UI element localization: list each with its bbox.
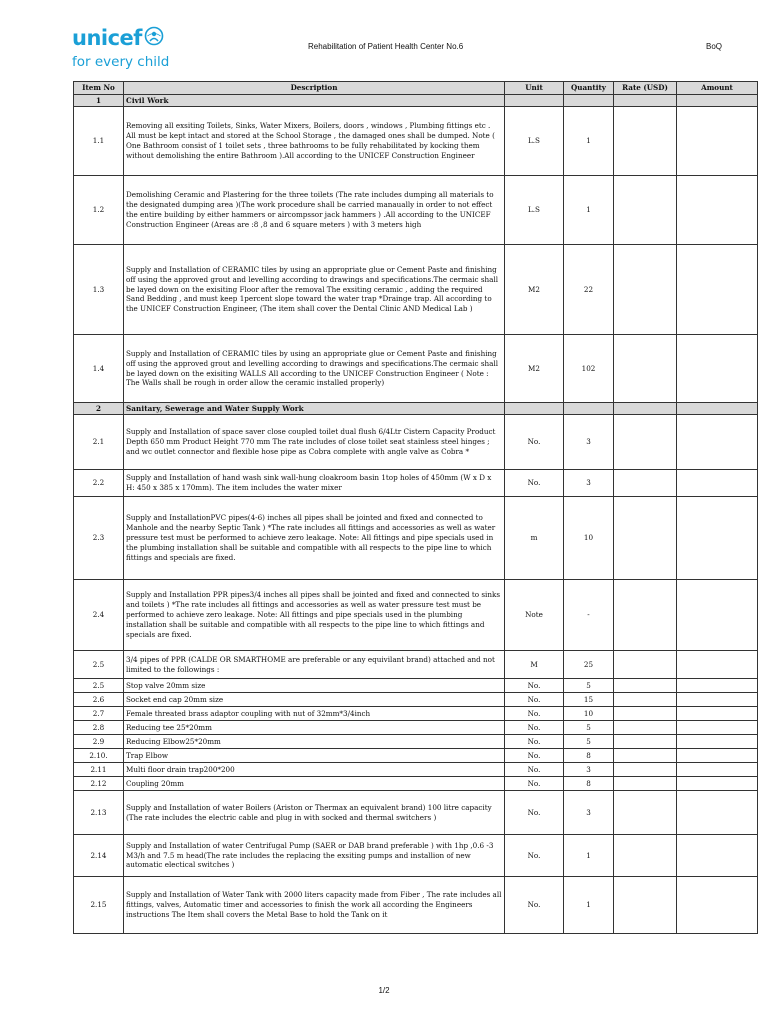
cell-unit: M (505, 651, 564, 679)
cell-quantity: 5 (564, 721, 614, 735)
cell-description: Demolishing Ceramic and Plastering for the three toilets (The rate includes dumping all materials to the designated dumping area )(The work procedure shall be carried manaually in order to not effect the entire building by either hammers or aircompssor jack hammers ) .All according to the UNICEF Construction Engineer (Areas are :8 ,8 and 6 square meters ) with 3 meters high (124, 176, 505, 245)
cell-amount (677, 679, 758, 693)
cell-rate (614, 497, 677, 580)
cell-rate (614, 176, 677, 245)
cell-quantity: 1 (564, 835, 614, 877)
cell-amount (677, 763, 758, 777)
cell-amount (677, 877, 758, 934)
cell-rate (614, 679, 677, 693)
table-row (74, 791, 758, 835)
cell-item-no: 2.3 (74, 497, 124, 580)
table-row (74, 749, 758, 763)
cell-quantity: 3 (564, 763, 614, 777)
cell-description: Reducing Elbow25*20mm (124, 735, 505, 749)
boq-table (73, 81, 758, 934)
cell-description: Civil Work (124, 95, 505, 107)
cell-unit: No. (505, 415, 564, 470)
cell-quantity: 22 (564, 245, 614, 335)
cell-unit (505, 403, 564, 415)
cell-item-no: 2.1 (74, 415, 124, 470)
table-row (74, 580, 758, 651)
column-header-description: Description (124, 82, 505, 95)
cell-rate (614, 791, 677, 835)
cell-quantity: 3 (564, 415, 614, 470)
cell-rate (614, 403, 677, 415)
cell-amount (677, 735, 758, 749)
cell-unit: No. (505, 470, 564, 497)
cell-item-no: 2.14 (74, 835, 124, 877)
cell-description: Supply and Installation of space saver close coupled toilet dual flush 6/4Ltr Cistern Capacity Product Depth 650 mm Product Height 770 mm The rate includes of close toilet seat stainless steel hinges ; and wc outlet connector and flexible hose pipe as Cobra complete with angle valve as Cobra * (124, 415, 505, 470)
table-row (74, 679, 758, 693)
cell-item-no: 2.8 (74, 721, 124, 735)
cell-unit: No. (505, 777, 564, 791)
cell-description: Sanitary, Sewerage and Water Supply Work (124, 403, 505, 415)
column-header-quantity: Quantity (564, 82, 614, 95)
cell-quantity: 8 (564, 777, 614, 791)
table-row (74, 651, 758, 679)
cell-unit: No. (505, 735, 564, 749)
cell-unit: Note (505, 580, 564, 651)
cell-unit: No. (505, 763, 564, 777)
cell-item-no: 2.11 (74, 763, 124, 777)
table-row (74, 245, 758, 335)
cell-description: Reducing tee 25*20mm (124, 721, 505, 735)
cell-description: Removing all exsiting Toilets, Sinks, Water Mixers, Boilers, doors , windows , Plumbing fittings etc . All must be kept intact and stored at the School Storage , the damaged ones shall be dumped. Note ( One Bathroom consist of 1 toilet sets , three bathrooms to be fully rehabilitated by kocking them without demolishing the entire Bathroom ).All according to the UNICEF Construction Engineer (124, 107, 505, 176)
cell-rate (614, 777, 677, 791)
cell-quantity: 1 (564, 877, 614, 934)
cell-quantity (564, 95, 614, 107)
cell-description: Supply and Installation PPR pipes3/4 inches all pipes shall be jointed and fixed and connected to sinks and toilets ) *The rate includes all fittings and accessories as well as water pressure test must be performed to achieve zero leakage. Note: All fittings and pipe specials used in the plumbing installation shall be suitable and compatible with all respects to the pipe line to which fittings and specials are fixed. (124, 580, 505, 651)
cell-rate (614, 470, 677, 497)
cell-quantity (564, 403, 614, 415)
cell-description: Coupling 20mm (124, 777, 505, 791)
cell-rate (614, 735, 677, 749)
cell-rate (614, 580, 677, 651)
cell-quantity: 102 (564, 335, 614, 403)
cell-description: Supply and Installation of CERAMIC tiles by using an appropriate glue or Cement Paste and finishing off using the approved grout and levelling according to drawings and specifications.The cermaic shall be layed down on the exisiting Floor after the removal The exsiting ceramic , adding the required Sand Bedding , and must keep 1percent slope toward the water trap *Drainge trap. All according to the UNICEF Construction Engineer, (The item shall cover the Dental Clinic AND Medical Lab ) (124, 245, 505, 335)
document-code: BoQ (706, 42, 723, 51)
column-header-item-no: Item No (74, 82, 124, 95)
cell-description: 3/4 pipes of PPR (CALDE OR SMARTHOME are preferable or any equivilant brand) attached and not limited to the followings : (124, 651, 505, 679)
cell-description: Supply and Installation of Water Tank with 2000 liters capacity made from Fiber , The rate includes all fittings, valves, Automatic timer and accessories to finish the work all according the Engineers instructions The Item shall covers the Metal Base to hold the Tank on it (124, 877, 505, 934)
cell-rate (614, 721, 677, 735)
cell-rate (614, 335, 677, 403)
cell-item-no: 1 (74, 95, 124, 107)
unicef-logo (72, 26, 182, 70)
cell-amount (677, 693, 758, 707)
cell-item-no: 2.15 (74, 877, 124, 934)
cell-unit: L.S (505, 107, 564, 176)
table-row (74, 877, 758, 934)
cell-unit: L.S (505, 176, 564, 245)
cell-rate (614, 651, 677, 679)
table-row (74, 693, 758, 707)
cell-rate (614, 763, 677, 777)
cell-rate (614, 707, 677, 721)
cell-item-no: 2.12 (74, 777, 124, 791)
column-header-unit: Unit (505, 82, 564, 95)
cell-amount (677, 791, 758, 835)
cell-rate (614, 693, 677, 707)
cell-rate (614, 245, 677, 335)
cell-quantity: 5 (564, 735, 614, 749)
cell-description: Socket end cap 20mm size (124, 693, 505, 707)
cell-item-no: 2.13 (74, 791, 124, 835)
table-row (74, 470, 758, 497)
document-title: Rehabilitation of Patient Health Center No.6 (308, 42, 464, 51)
column-header-rate: Rate (USD) (614, 82, 677, 95)
cell-item-no: 2.4 (74, 580, 124, 651)
cell-quantity: 25 (564, 651, 614, 679)
cell-item-no: 1.2 (74, 176, 124, 245)
cell-item-no: 2.2 (74, 470, 124, 497)
cell-amount (677, 651, 758, 679)
unicef-globe-icon (144, 26, 164, 50)
section-row (74, 403, 758, 415)
cell-unit: No. (505, 791, 564, 835)
cell-amount (677, 777, 758, 791)
table-row (74, 707, 758, 721)
cell-amount (677, 107, 758, 176)
cell-unit: No. (505, 707, 564, 721)
cell-amount (677, 721, 758, 735)
cell-amount (677, 415, 758, 470)
cell-amount (677, 95, 758, 107)
cell-amount (677, 245, 758, 335)
cell-unit: No. (505, 749, 564, 763)
cell-description: Supply and InstallationPVC pipes(4-6) inches all pipes shall be jointed and fixed and connected to Manhole and the nearby Septic Tank ) *The rate includes all fittings and accessories as well as water pressure test must be performed to achieve zero leakage. Note: All fittings and pipe specials used in the plumbing installation shall be suitable and compatible with all respects to the pipe line to which fittings and specials are fixed. (124, 497, 505, 580)
cell-amount (677, 707, 758, 721)
table-row (74, 415, 758, 470)
column-header-amount: Amount (677, 82, 758, 95)
cell-quantity: 3 (564, 470, 614, 497)
cell-description: Multi floor drain trap200*200 (124, 763, 505, 777)
cell-rate (614, 95, 677, 107)
cell-description: Supply and Installation of water Boilers (Ariston or Thermax an equivalent brand) 100 litre capacity (The rate includes the electric cable and plug in with socked and thermal switchers ) (124, 791, 505, 835)
cell-quantity: - (564, 580, 614, 651)
cell-item-no: 2.5 (74, 651, 124, 679)
cell-unit: M2 (505, 245, 564, 335)
logo-tagline: for every child (72, 54, 170, 70)
table-row (74, 735, 758, 749)
section-row (74, 95, 758, 107)
cell-rate (614, 835, 677, 877)
table-row (74, 721, 758, 735)
cell-description: Supply and Installation of water Centrifugal Pump (SAER or DAB brand preferable ) with 1hp ,0.6 -3 M3/h and 7.5 m head(The rate includes the replacing the exsiting pumps and installion of new automatic electical switches ) (124, 835, 505, 877)
cell-item-no: 2.5 (74, 679, 124, 693)
cell-amount (677, 335, 758, 403)
table-row (74, 763, 758, 777)
cell-description: Trap Elbow (124, 749, 505, 763)
cell-item-no: 1.3 (74, 245, 124, 335)
cell-unit: No. (505, 835, 564, 877)
cell-quantity: 10 (564, 707, 614, 721)
table-row (74, 176, 758, 245)
cell-unit: No. (505, 877, 564, 934)
cell-item-no: 2.6 (74, 693, 124, 707)
table-row (74, 497, 758, 580)
cell-amount (677, 403, 758, 415)
cell-description: Stop valve 20mm size (124, 679, 505, 693)
cell-amount (677, 835, 758, 877)
cell-rate (614, 107, 677, 176)
table-row (74, 777, 758, 791)
cell-unit (505, 95, 564, 107)
table-row (74, 835, 758, 877)
cell-rate (614, 749, 677, 763)
cell-item-no: 2.7 (74, 707, 124, 721)
cell-quantity: 1 (564, 107, 614, 176)
cell-quantity: 15 (564, 693, 614, 707)
cell-description: Supply and Installation of hand wash sink wall-hung cloakroom basin 1top holes of 450mm (W x D x H: 450 x 385 x 170mm). The item includes the water mixer (124, 470, 505, 497)
cell-quantity: 3 (564, 791, 614, 835)
cell-unit: m (505, 497, 564, 580)
cell-unit: M2 (505, 335, 564, 403)
cell-amount (677, 176, 758, 245)
cell-description: Female threated brass adaptor coupling with nut of 32mm*3/4inch (124, 707, 505, 721)
cell-description: Supply and Installation of CERAMIC tiles by using an appropriate glue or Cement Paste and finishing off using the approved grout and levelling according to drawings and specifications.The cermaic shall be layed down on the exisiting WALLS All according to the UNICEF Construction Engineer ( Note : The Walls shall be rough in order allow the ceramic installed properly) (124, 335, 505, 403)
logo-wordmark: unicef (72, 26, 142, 50)
cell-item-no: 2 (74, 403, 124, 415)
cell-rate (614, 415, 677, 470)
cell-quantity: 1 (564, 176, 614, 245)
cell-amount (677, 470, 758, 497)
cell-quantity: 8 (564, 749, 614, 763)
cell-amount (677, 749, 758, 763)
cell-unit: No. (505, 693, 564, 707)
table-header-row (74, 82, 758, 95)
cell-unit: No. (505, 721, 564, 735)
cell-item-no: 2.9 (74, 735, 124, 749)
page-number: 1/2 (378, 986, 390, 995)
cell-quantity: 5 (564, 679, 614, 693)
cell-item-no: 2.10. (74, 749, 124, 763)
cell-amount (677, 497, 758, 580)
cell-unit: No. (505, 679, 564, 693)
table-row (74, 107, 758, 176)
table-row (74, 335, 758, 403)
cell-item-no: 1.1 (74, 107, 124, 176)
cell-item-no: 1.4 (74, 335, 124, 403)
cell-quantity: 10 (564, 497, 614, 580)
cell-rate (614, 877, 677, 934)
cell-amount (677, 580, 758, 651)
